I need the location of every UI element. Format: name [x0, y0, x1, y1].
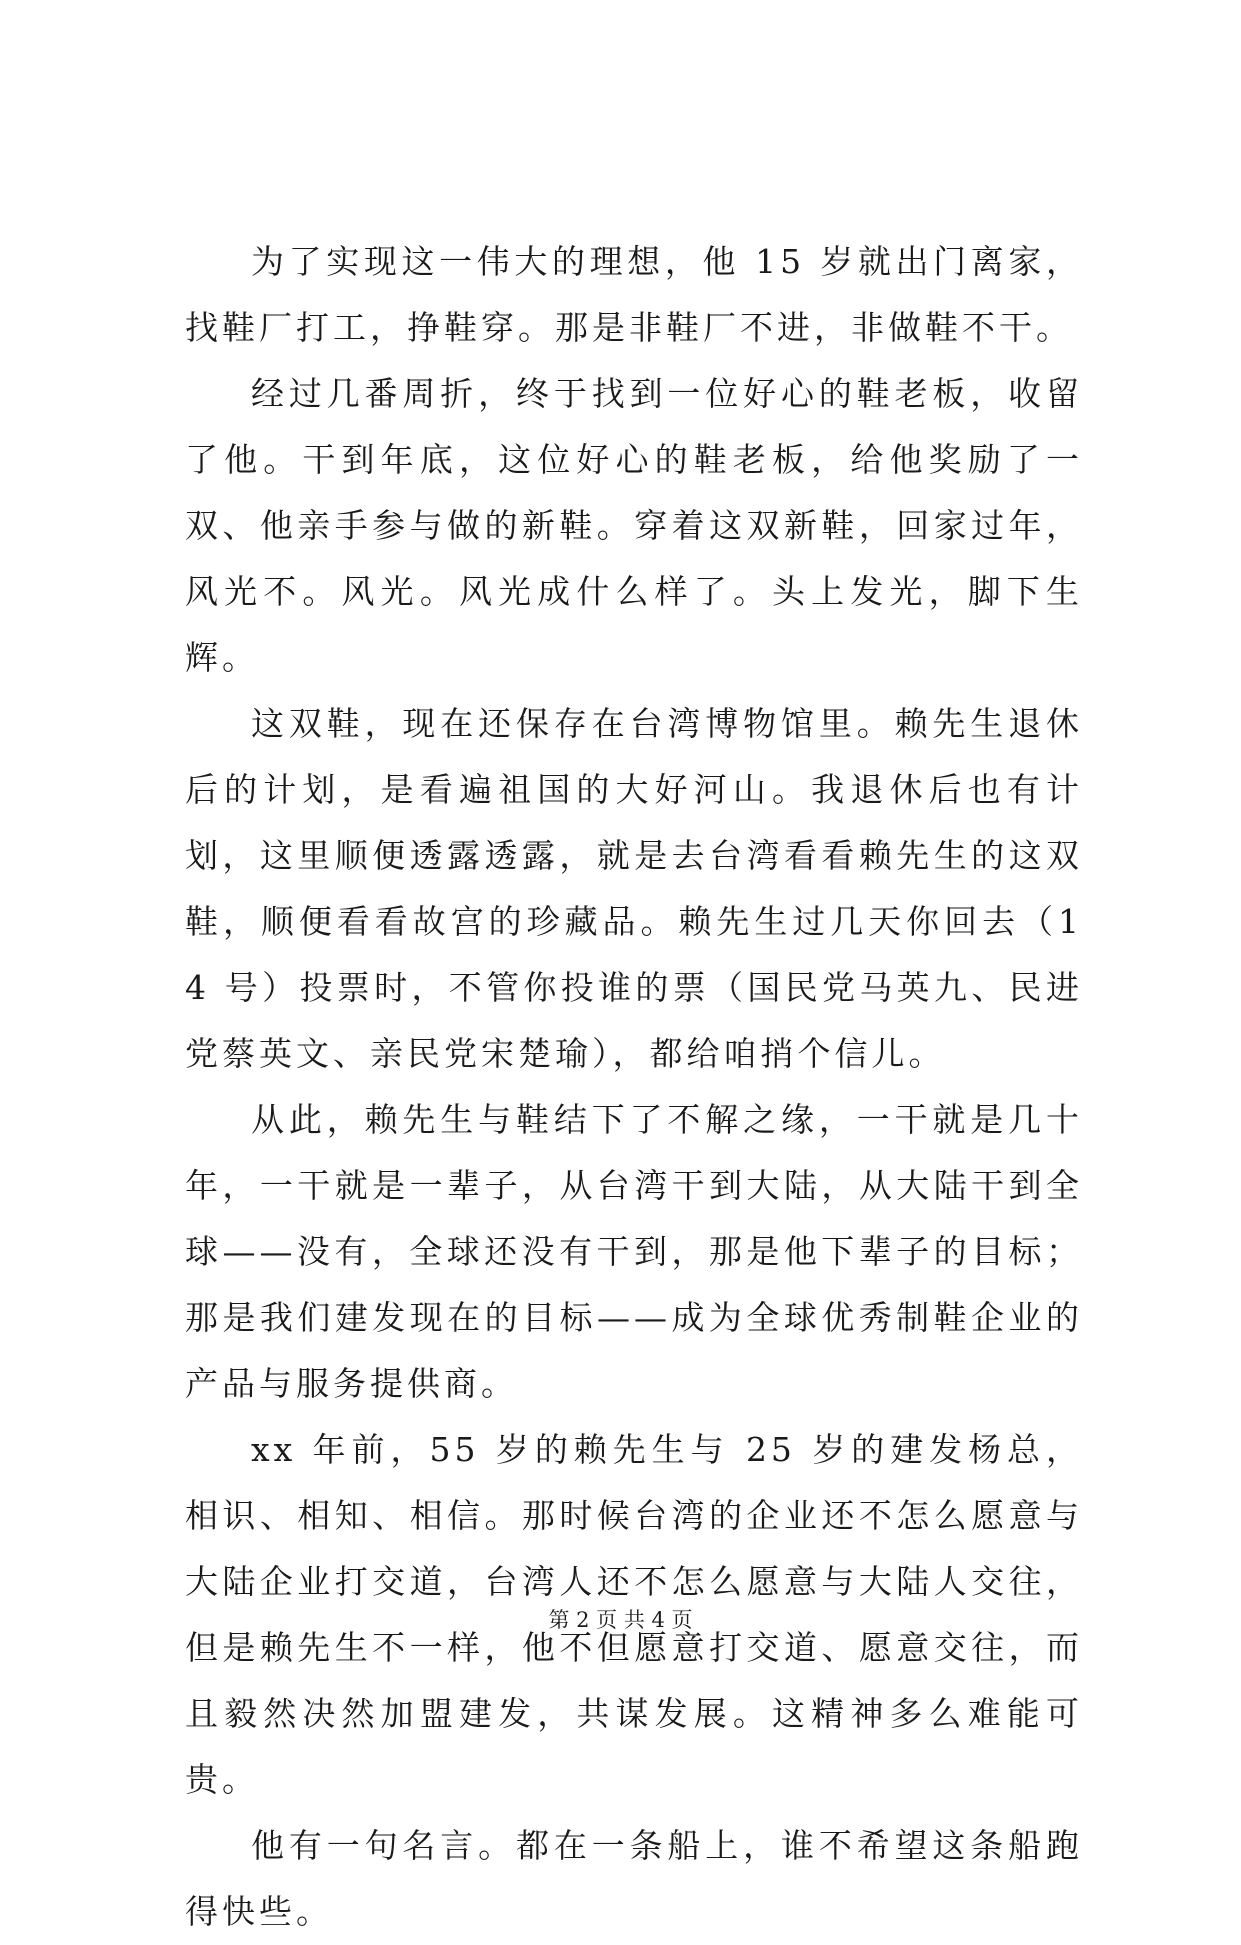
- page-footer: [0, 1604, 1241, 1634]
- paragraph: 这双鞋，现在还保存在台湾博物馆里。赖先生退休后的计划，是看遍祖国的大好河山。我退休后也有计划，这里顺便透露透露，就是去台湾看看赖先生的这双鞋，顺便看看故宫的珍藏品。赖先生过几天你回去（14 号）投票时，不管你投谁的票（国民党马英九、民进党蔡英文、亲民党宋楚瑜），都给咱捎个信儿。: [185, 704, 1083, 1073]
- document-body: [185, 229, 1083, 1945]
- paragraph: 从此，赖先生与鞋结下了不解之缘，一干就是几十年，一干就是一辈子，从台湾干到大陆，从大陆干到全球——没有，全球还没有干到，那是他下辈子的目标；那是我们建发现在的目标——成为全球优秀制鞋企业的产品与服务提供商。: [185, 1100, 1083, 1403]
- paragraph: 为了实现这一伟大的理想，他 15 岁就出门离家，找鞋厂打工，挣鞋穿。那是非鞋厂不进，非做鞋不干。: [185, 242, 1083, 347]
- page-number: 第 2 页 共 4 页: [548, 1608, 693, 1632]
- paragraph: xx 年前，55 岁的赖先生与 25 岁的建发杨总，相识、相知、相信。那时候台湾的企业还不怎么愿意与大陆企业打交道，台湾人还不怎么愿意与大陆人交往，但是赖先生不一样，他不但愿意打交道、愿意交往，而且毅然决然加盟建发，共谋发展。这精神多么难能可贵。: [185, 1430, 1083, 1799]
- paragraph: 经过几番周折，终于找到一位好心的鞋老板，收留了他。干到年底，这位好心的鞋老板，给他奖励了一双、他亲手参与做的新鞋。穿着这双新鞋，回家过年，风光不。风光。风光成什么样了。头上发光，脚下生辉。: [185, 374, 1083, 677]
- paragraph: 他有一句名言。都在一条船上，谁不希望这条船跑得快些。: [185, 1826, 1083, 1931]
